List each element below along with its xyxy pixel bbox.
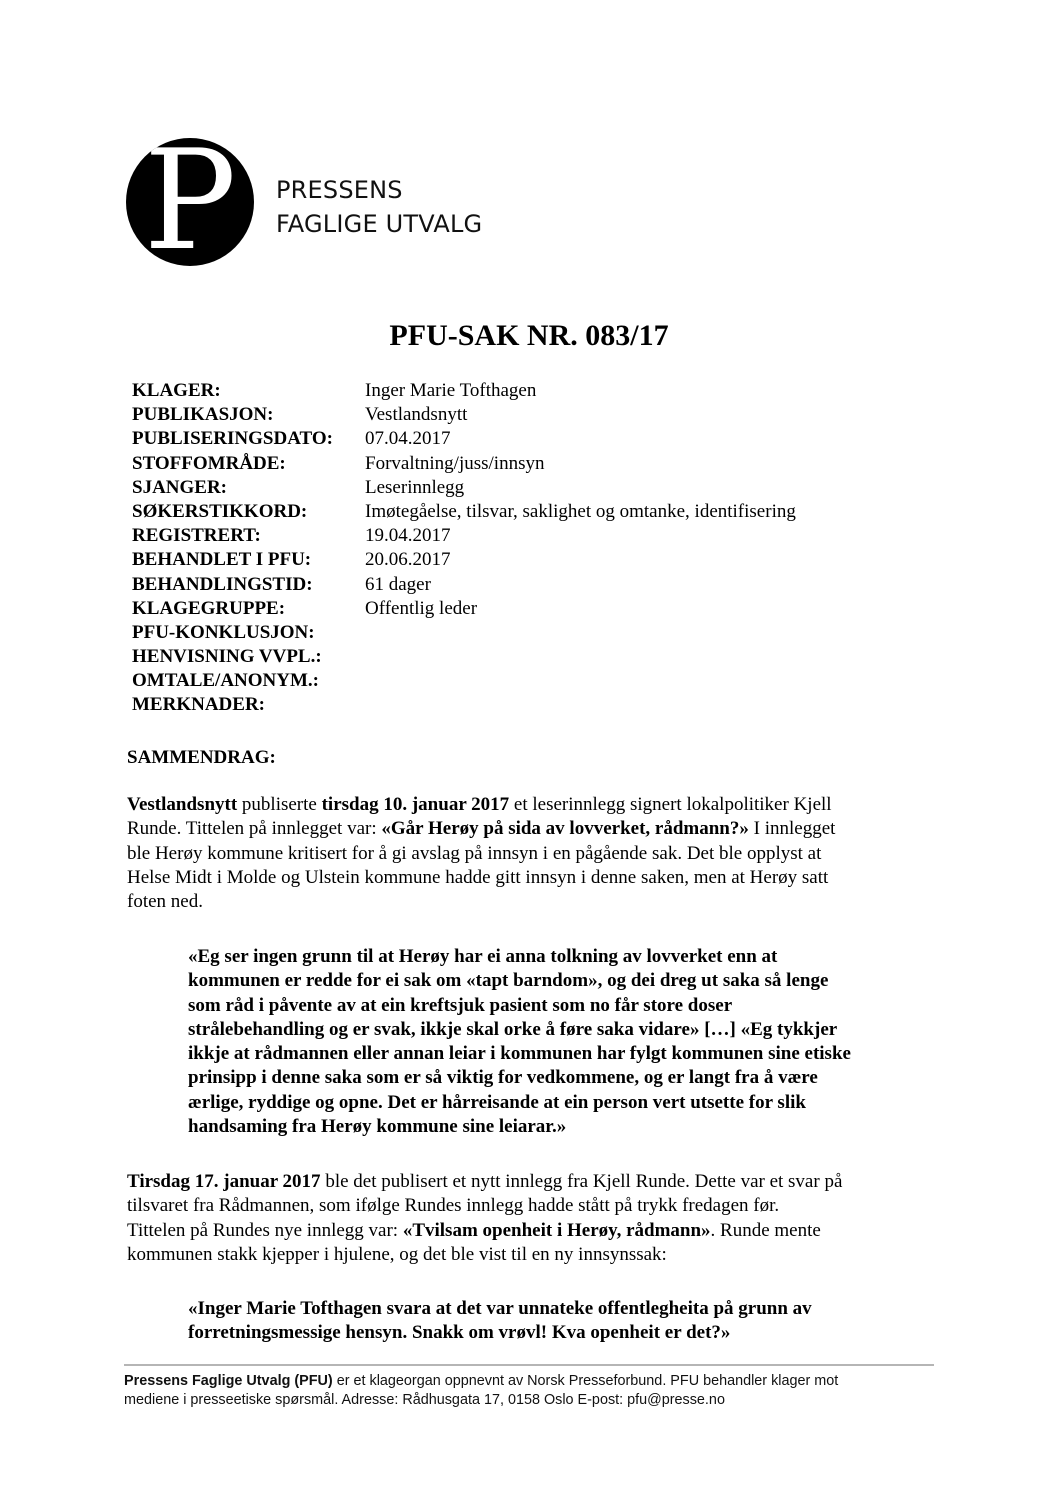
paragraph-line: tilsvaret fra Rådmannen, som ifølge Rundes innlegg hadde stått på trykk fredagen før. bbox=[127, 1195, 780, 1217]
quote-line: prinsipp i denne saka som er så viktig for vedkommene, og er langt fra å være bbox=[188, 1067, 818, 1089]
metadata-row bbox=[132, 524, 932, 548]
page-footer bbox=[124, 1372, 934, 1410]
metadata-value: 20.06.2017 bbox=[365, 549, 451, 571]
metadata-label: BEHANDLINGSTID: bbox=[132, 573, 313, 595]
metadata-label: SJANGER: bbox=[132, 476, 228, 498]
metadata-value bbox=[365, 645, 932, 669]
metadata-label: STOFFOMRÅDE: bbox=[132, 452, 286, 474]
metadata-row bbox=[132, 452, 932, 476]
article-headline: «Tvilsam openheit i Herøy, rådmann» bbox=[402, 1219, 711, 1241]
logo-letter: P bbox=[143, 138, 237, 266]
text-span: er et klageorgan oppnevnt av Norsk Presseforbund. PFU behandler klager mot bbox=[332, 1373, 839, 1389]
pfu-logo-mark bbox=[126, 138, 254, 266]
quote-line: ikkje at rådmannen eller annan leiar i kommunen har fylgt kommunen sine etiske bbox=[188, 1043, 851, 1065]
metadata-label: MERKNADER: bbox=[132, 694, 265, 716]
metadata-value: Leserinnlegg bbox=[365, 476, 465, 498]
metadata-value: Vestlandsnytt bbox=[365, 404, 468, 426]
quote-line: kommunen er redde for ei sak om «tapt barndom», og dei dreg ut saka så lenge bbox=[188, 970, 829, 992]
metadata-value bbox=[365, 669, 932, 693]
case-title: PFU-SAK NR. 083/17 bbox=[389, 319, 669, 352]
footer-divider bbox=[124, 1364, 934, 1366]
quote-line: som råd i påvente av at ein kreftsjuk pasient som no får store doser bbox=[188, 994, 733, 1016]
metadata-row bbox=[132, 645, 932, 669]
metadata-label: PUBLIKASJON: bbox=[132, 404, 274, 426]
metadata-value: Forvaltning/juss/innsyn bbox=[365, 452, 545, 474]
publication-date: tirsdag 10. januar 2017 bbox=[321, 794, 510, 815]
paragraph-line: Helse Midt i Molde og Ulstein kommune hadde gitt innsyn i denne saken, men at Herøy satt bbox=[127, 866, 829, 888]
text-span: Runde. Tittelen på innlegget var: bbox=[127, 818, 382, 840]
metadata-label: KLAGEGRUPPE: bbox=[132, 597, 286, 619]
summary-heading: SAMMENDRAG: bbox=[127, 747, 276, 768]
quote-line: «Inger Marie Tofthagen svara at det var unnateke offentlegheita på grunn av bbox=[188, 1298, 812, 1319]
metadata-label: OMTALE/ANONYM.: bbox=[132, 670, 319, 692]
metadata-value bbox=[365, 693, 932, 717]
metadata-value: 19.04.2017 bbox=[365, 525, 451, 547]
metadata-row bbox=[132, 403, 932, 427]
publication-date: Tirsdag 17. januar 2017 bbox=[127, 1171, 321, 1192]
metadata-row bbox=[132, 693, 932, 717]
quote-line: handsaming fra Herøy kommune sine leiarar.» bbox=[188, 1116, 567, 1138]
brand-name bbox=[276, 173, 482, 241]
metadata-row bbox=[132, 500, 932, 524]
block-quote-1 bbox=[188, 945, 938, 1139]
block-quote-2 bbox=[188, 1297, 938, 1346]
paragraph-line bbox=[127, 1219, 927, 1243]
paragraph-line bbox=[127, 793, 927, 817]
metadata-row bbox=[132, 379, 932, 403]
summary-paragraph-1 bbox=[127, 793, 927, 914]
footer-org-name: Pressens Faglige Utvalg (PFU) bbox=[124, 1373, 333, 1389]
metadata-label: PUBLISERINGSDATO: bbox=[132, 428, 333, 450]
footer-line bbox=[124, 1372, 934, 1391]
metadata-value: 61 dager bbox=[365, 573, 431, 595]
publication-name: Vestlandsnytt bbox=[127, 794, 238, 815]
metadata-label: BEHANDLET I PFU: bbox=[132, 549, 312, 571]
metadata-row bbox=[132, 669, 932, 693]
case-metadata bbox=[132, 379, 932, 718]
paragraph-line bbox=[127, 817, 927, 841]
text-span: I innlegget bbox=[748, 818, 836, 840]
metadata-row bbox=[132, 597, 932, 621]
metadata-row bbox=[132, 573, 932, 597]
metadata-label: REGISTRERT: bbox=[132, 525, 261, 547]
text-span: Tittelen på Rundes nye innlegg var: bbox=[127, 1219, 403, 1241]
paragraph-line: foten ned. bbox=[127, 891, 203, 913]
metadata-value bbox=[365, 621, 932, 645]
article-headline: «Går Herøy på sida av lovverket, rådmann?» bbox=[381, 818, 749, 840]
metadata-row bbox=[132, 548, 932, 572]
metadata-label: PFU-KONKLUSJON: bbox=[132, 621, 315, 643]
summary-paragraph-2 bbox=[127, 1170, 927, 1267]
text-span: ble det publisert et nytt innlegg fra Kjell Runde. Dette var et svar på bbox=[320, 1171, 843, 1192]
metadata-row bbox=[132, 621, 932, 645]
brand-line-2: FAGLIGE UTVALG bbox=[276, 210, 483, 238]
footer-line: mediene i presseetiske spørsmål. Adresse: Rådhusgata 17, 0158 Oslo E-post: pfu@presse.no bbox=[124, 1392, 725, 1408]
metadata-label: HENVISNING VVPL.: bbox=[132, 646, 322, 668]
text-span: et leserinnlegg signert lokalpolitiker Kjell bbox=[509, 794, 832, 815]
metadata-value: Imøtegåelse, tilsvar, saklighet og omtanke, identifisering bbox=[365, 500, 796, 522]
metadata-value: Offentlig leder bbox=[365, 597, 478, 619]
paragraph-line: ble Herøy kommune kritisert for å gi avslag på innsyn i en pågående sak. Det ble opplyst at bbox=[127, 842, 822, 864]
text-span: publiserte bbox=[237, 794, 322, 815]
metadata-label: SØKERSTIKKORD: bbox=[132, 500, 308, 522]
metadata-value: 07.04.2017 bbox=[365, 428, 451, 450]
paragraph-line: kommunen stakk kjepper i hjulene, og det ble vist til en ny innsynssak: bbox=[127, 1243, 667, 1265]
quote-line: forretningsmessige hensyn. Snakk om vrøvl! Kva openheit er det?» bbox=[188, 1322, 731, 1344]
quote-line: strålebehandling og er svak, ikkje skal orke å føre saka vidare» […] «Eg tykkjer bbox=[188, 1018, 838, 1040]
paragraph-line bbox=[127, 1170, 927, 1194]
quote-line: ærlige, ryddige og opne. Det er hårreisande at ein person vert utsette for slik bbox=[188, 1091, 806, 1113]
metadata-value: Inger Marie Tofthagen bbox=[365, 380, 537, 401]
metadata-label: KLAGER: bbox=[132, 380, 221, 401]
brand-line-1: PRESSENS bbox=[276, 176, 403, 204]
quote-line: «Eg ser ingen grunn til at Herøy har ei anna tolkning av lovverket enn at bbox=[188, 946, 778, 967]
metadata-row bbox=[132, 427, 932, 451]
metadata-row bbox=[132, 476, 932, 500]
text-span: . Runde mente bbox=[710, 1219, 821, 1241]
